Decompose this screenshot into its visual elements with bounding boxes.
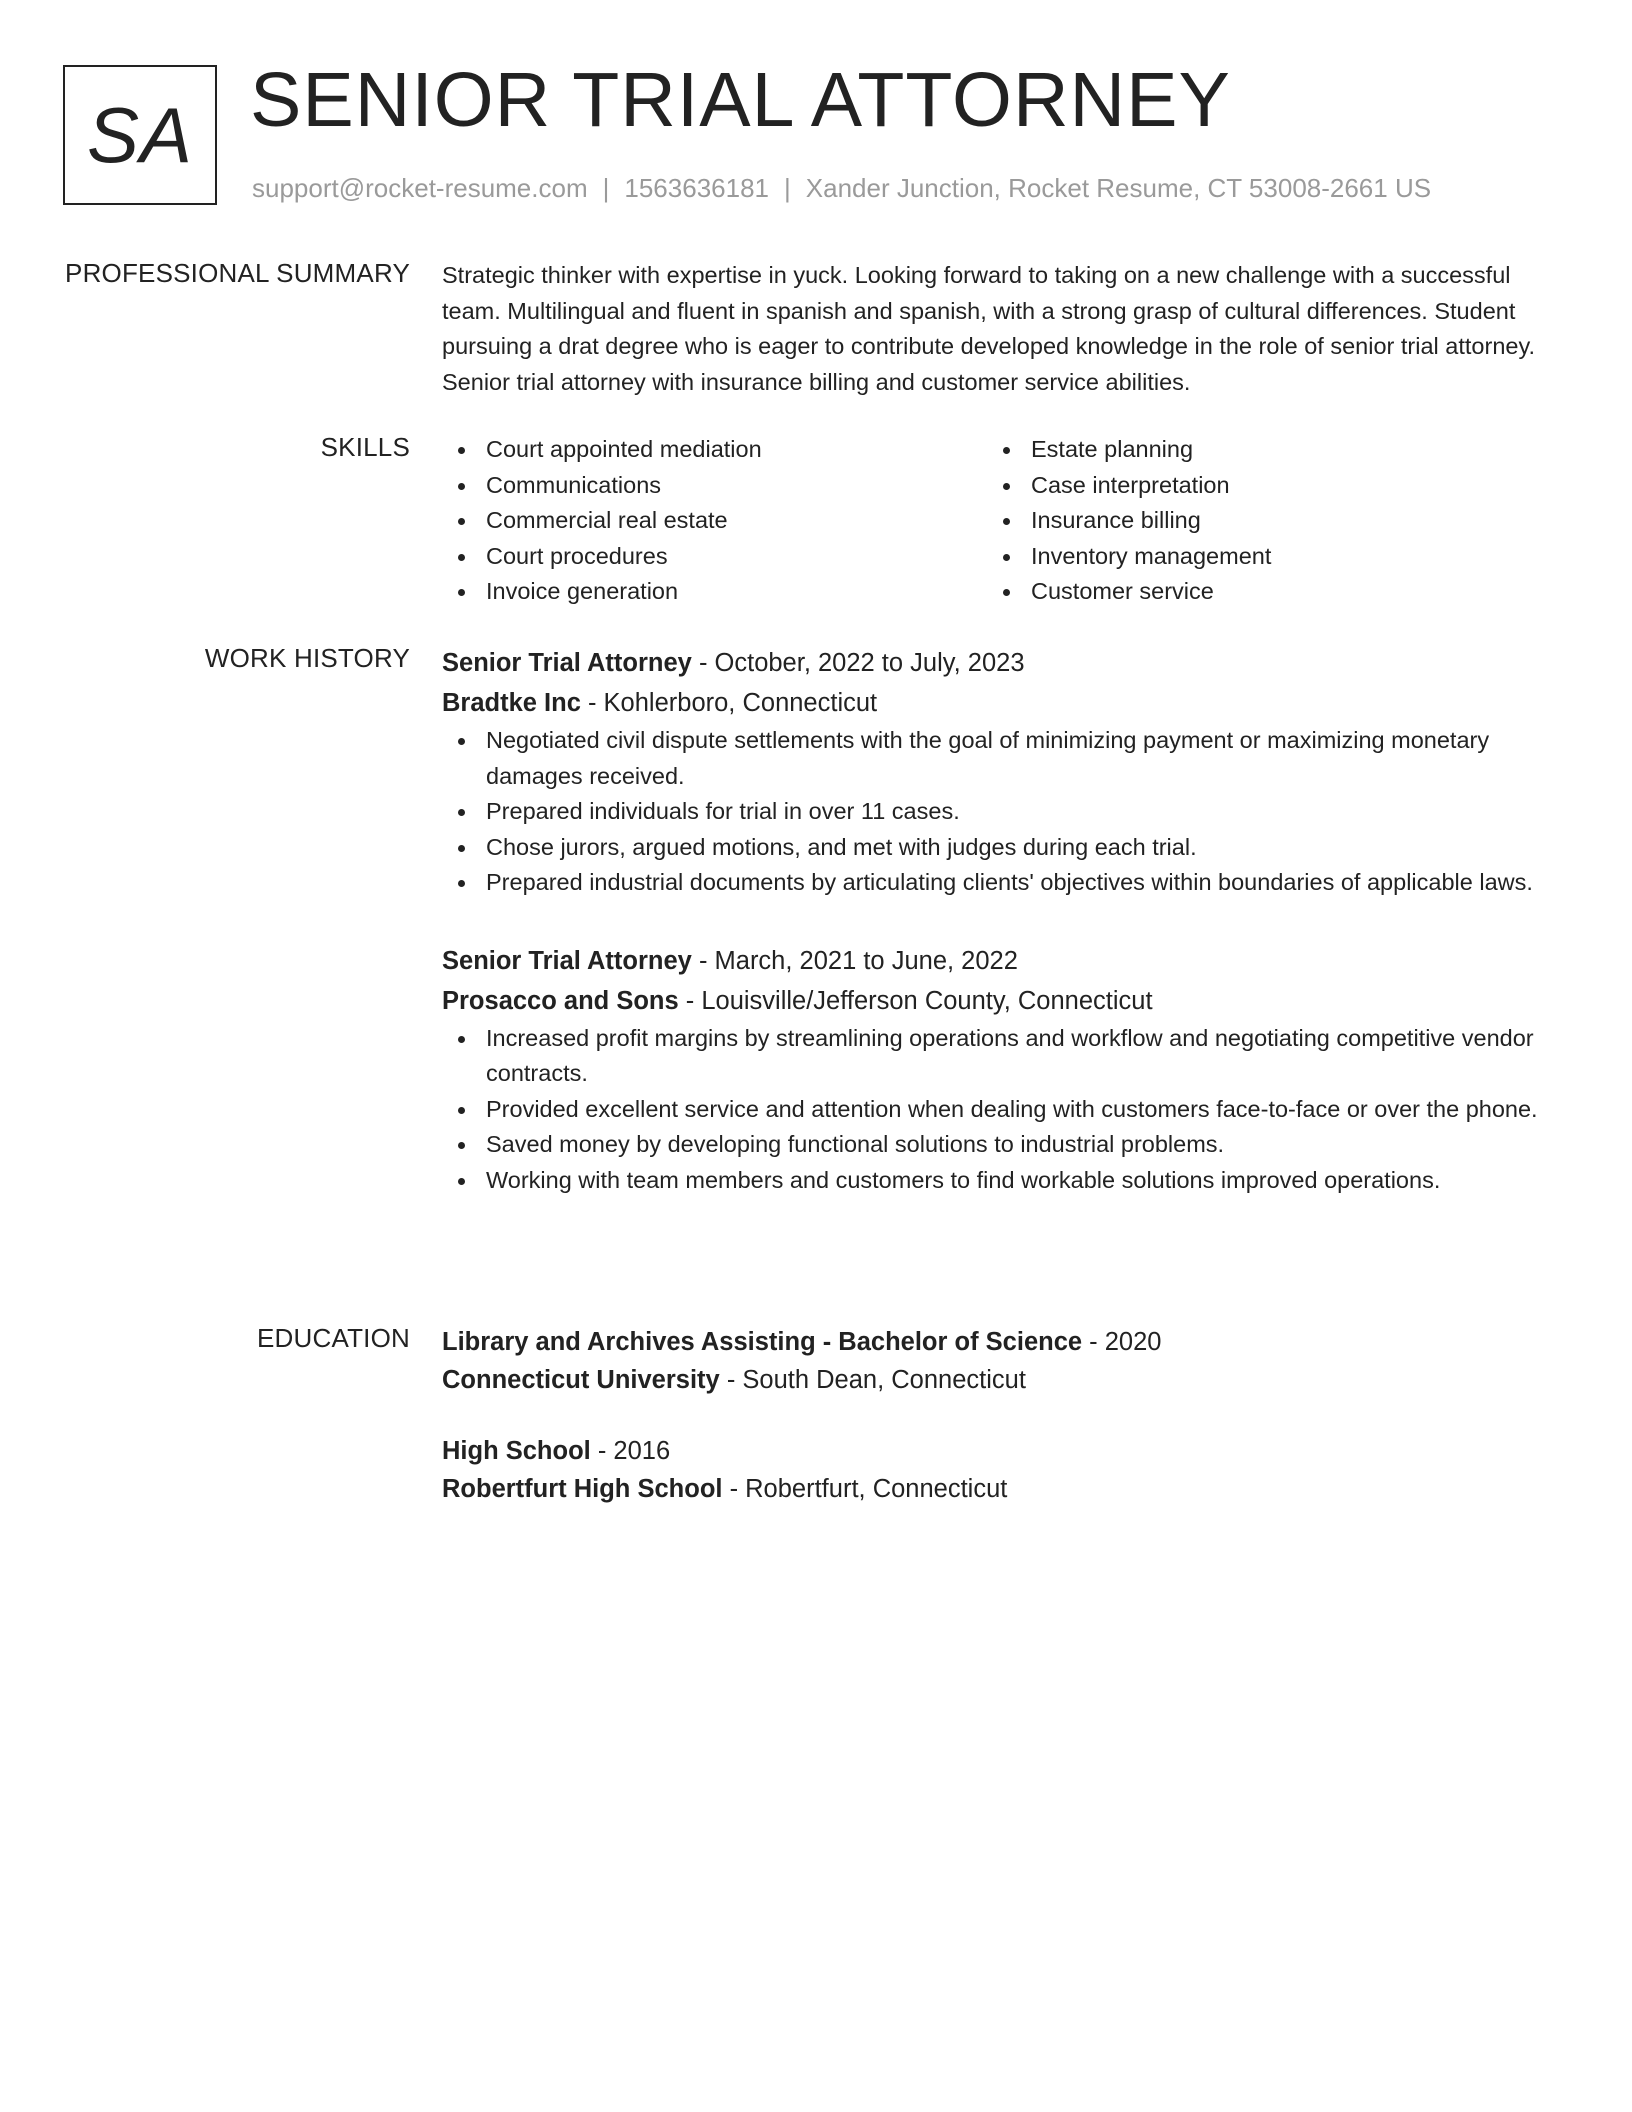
job-title: Senior Trial Attorney: [442, 649, 692, 677]
skill-item: Commercial real estate: [442, 503, 987, 539]
resume-title: SENIOR TRIAL ATTORNEY: [250, 57, 1231, 143]
job-title: Senior Trial Attorney: [442, 946, 692, 975]
job-duty: Provided excellent service and attention when dealing with customers face-to-face or over the phone.: [442, 1092, 1542, 1128]
job-location: - Kohlerboro, Connecticut: [580, 689, 878, 717]
job-duty: Prepared industrial documents by articulating clients' objectives within boundaries of applicable laws.: [442, 865, 1542, 901]
job-entry: [442, 941, 1542, 1199]
education-school-line: [442, 1361, 1542, 1399]
job-company: Prosacco and Sons: [442, 986, 679, 1015]
education-location: - South Dean, Connecticut: [719, 1366, 1026, 1394]
skill-item: Estate planning: [987, 432, 1532, 468]
job-title-line: [442, 643, 1542, 683]
monogram-initials: SA: [86, 90, 194, 179]
job-duties: [442, 723, 1542, 901]
education-year: - 2020: [1082, 1328, 1162, 1356]
contact-separator: |: [602, 173, 610, 203]
contact-separator: |: [784, 173, 791, 203]
summary-body: [442, 258, 1542, 400]
job-duties: [442, 1021, 1542, 1199]
education-school-line: [442, 1470, 1542, 1508]
job-duty: Increased profit margins by streamlining operations and workflow and negotiating competitive vendor contracts.: [442, 1021, 1542, 1092]
skill-item: Insurance billing: [987, 503, 1532, 539]
skills-column-right: [987, 432, 1532, 610]
education-degree-line: [442, 1323, 1542, 1361]
education-degree: Library and Archives Assisting - Bachelor of Science: [442, 1328, 1083, 1356]
job-entry: [442, 643, 1542, 901]
skill-item: Communications: [442, 468, 987, 504]
education-heading: EDUCATION: [257, 1323, 410, 1353]
contact-phone[interactable]: 1563636181: [624, 173, 769, 203]
skill-item: Customer service: [987, 574, 1532, 610]
job-duty: Chose jurors, argued motions, and met with judges during each trial.: [442, 830, 1542, 866]
skills-grid: [442, 432, 1542, 610]
monogram-box: [63, 65, 217, 205]
skill-item: Invoice generation: [442, 574, 987, 610]
work-history-heading: WORK HISTORY: [204, 643, 410, 673]
job-duty: Negotiated civil dispute settlements with the goal of minimizing payment or maximizing monetary damages received.: [442, 723, 1542, 794]
job-dates: - October, 2022 to July, 2023: [691, 649, 1025, 677]
skills-column-left: [442, 432, 987, 610]
work-history-body: [442, 643, 1542, 1238]
education-degree-line: [442, 1432, 1542, 1470]
job-dates: - March, 2021 to June, 2022: [691, 946, 1018, 975]
skill-item: Inventory management: [987, 539, 1532, 575]
education-location: - Robertfurt, Connecticut: [722, 1475, 1008, 1503]
job-duty: Saved money by developing functional solutions to industrial problems.: [442, 1127, 1542, 1163]
education-entry: [442, 1432, 1542, 1508]
summary-text: Strategic thinker with expertise in yuck. Looking forward to taking on a new challenge with a successful team. Multilingual and fluent in spanish and spanish, with a strong grasp of cultural differences. Student pursuing a drat degree who is eager to contribute developed knowledge in the role of senior trial attorney. Senior trial attorney with insurance billing and customer service abilities.: [442, 262, 1535, 395]
job-company: Bradtke Inc: [442, 689, 581, 717]
skill-item: Court procedures: [442, 539, 987, 575]
education-school: Robertfurt High School: [442, 1475, 723, 1503]
contact-line: [252, 173, 1431, 204]
summary-heading: PROFESSIONAL SUMMARY: [65, 258, 410, 288]
job-duty: Prepared individuals for trial in over 11 cases.: [442, 794, 1542, 830]
education-degree: High School: [442, 1437, 591, 1465]
education-year: - 2016: [590, 1437, 671, 1465]
contact-address: Xander Junction, Rocket Resume, CT 53008-2661 US: [805, 173, 1432, 203]
education-entry: [442, 1323, 1542, 1399]
skill-item: Court appointed mediation: [442, 432, 987, 468]
skill-item: Case interpretation: [987, 468, 1532, 504]
job-company-line: [442, 981, 1542, 1021]
skills-heading: SKILLS: [320, 432, 410, 462]
education-body: [442, 1323, 1542, 1541]
job-title-line: [442, 941, 1542, 981]
job-company-line: [442, 683, 1542, 723]
job-location: - Louisville/Jefferson County, Connecticut: [678, 986, 1153, 1015]
education-school: Connecticut University: [442, 1366, 720, 1394]
job-duty: Working with team members and customers to find workable solutions improved operations.: [442, 1163, 1542, 1199]
contact-email[interactable]: support@rocket-resume.com: [252, 173, 588, 203]
